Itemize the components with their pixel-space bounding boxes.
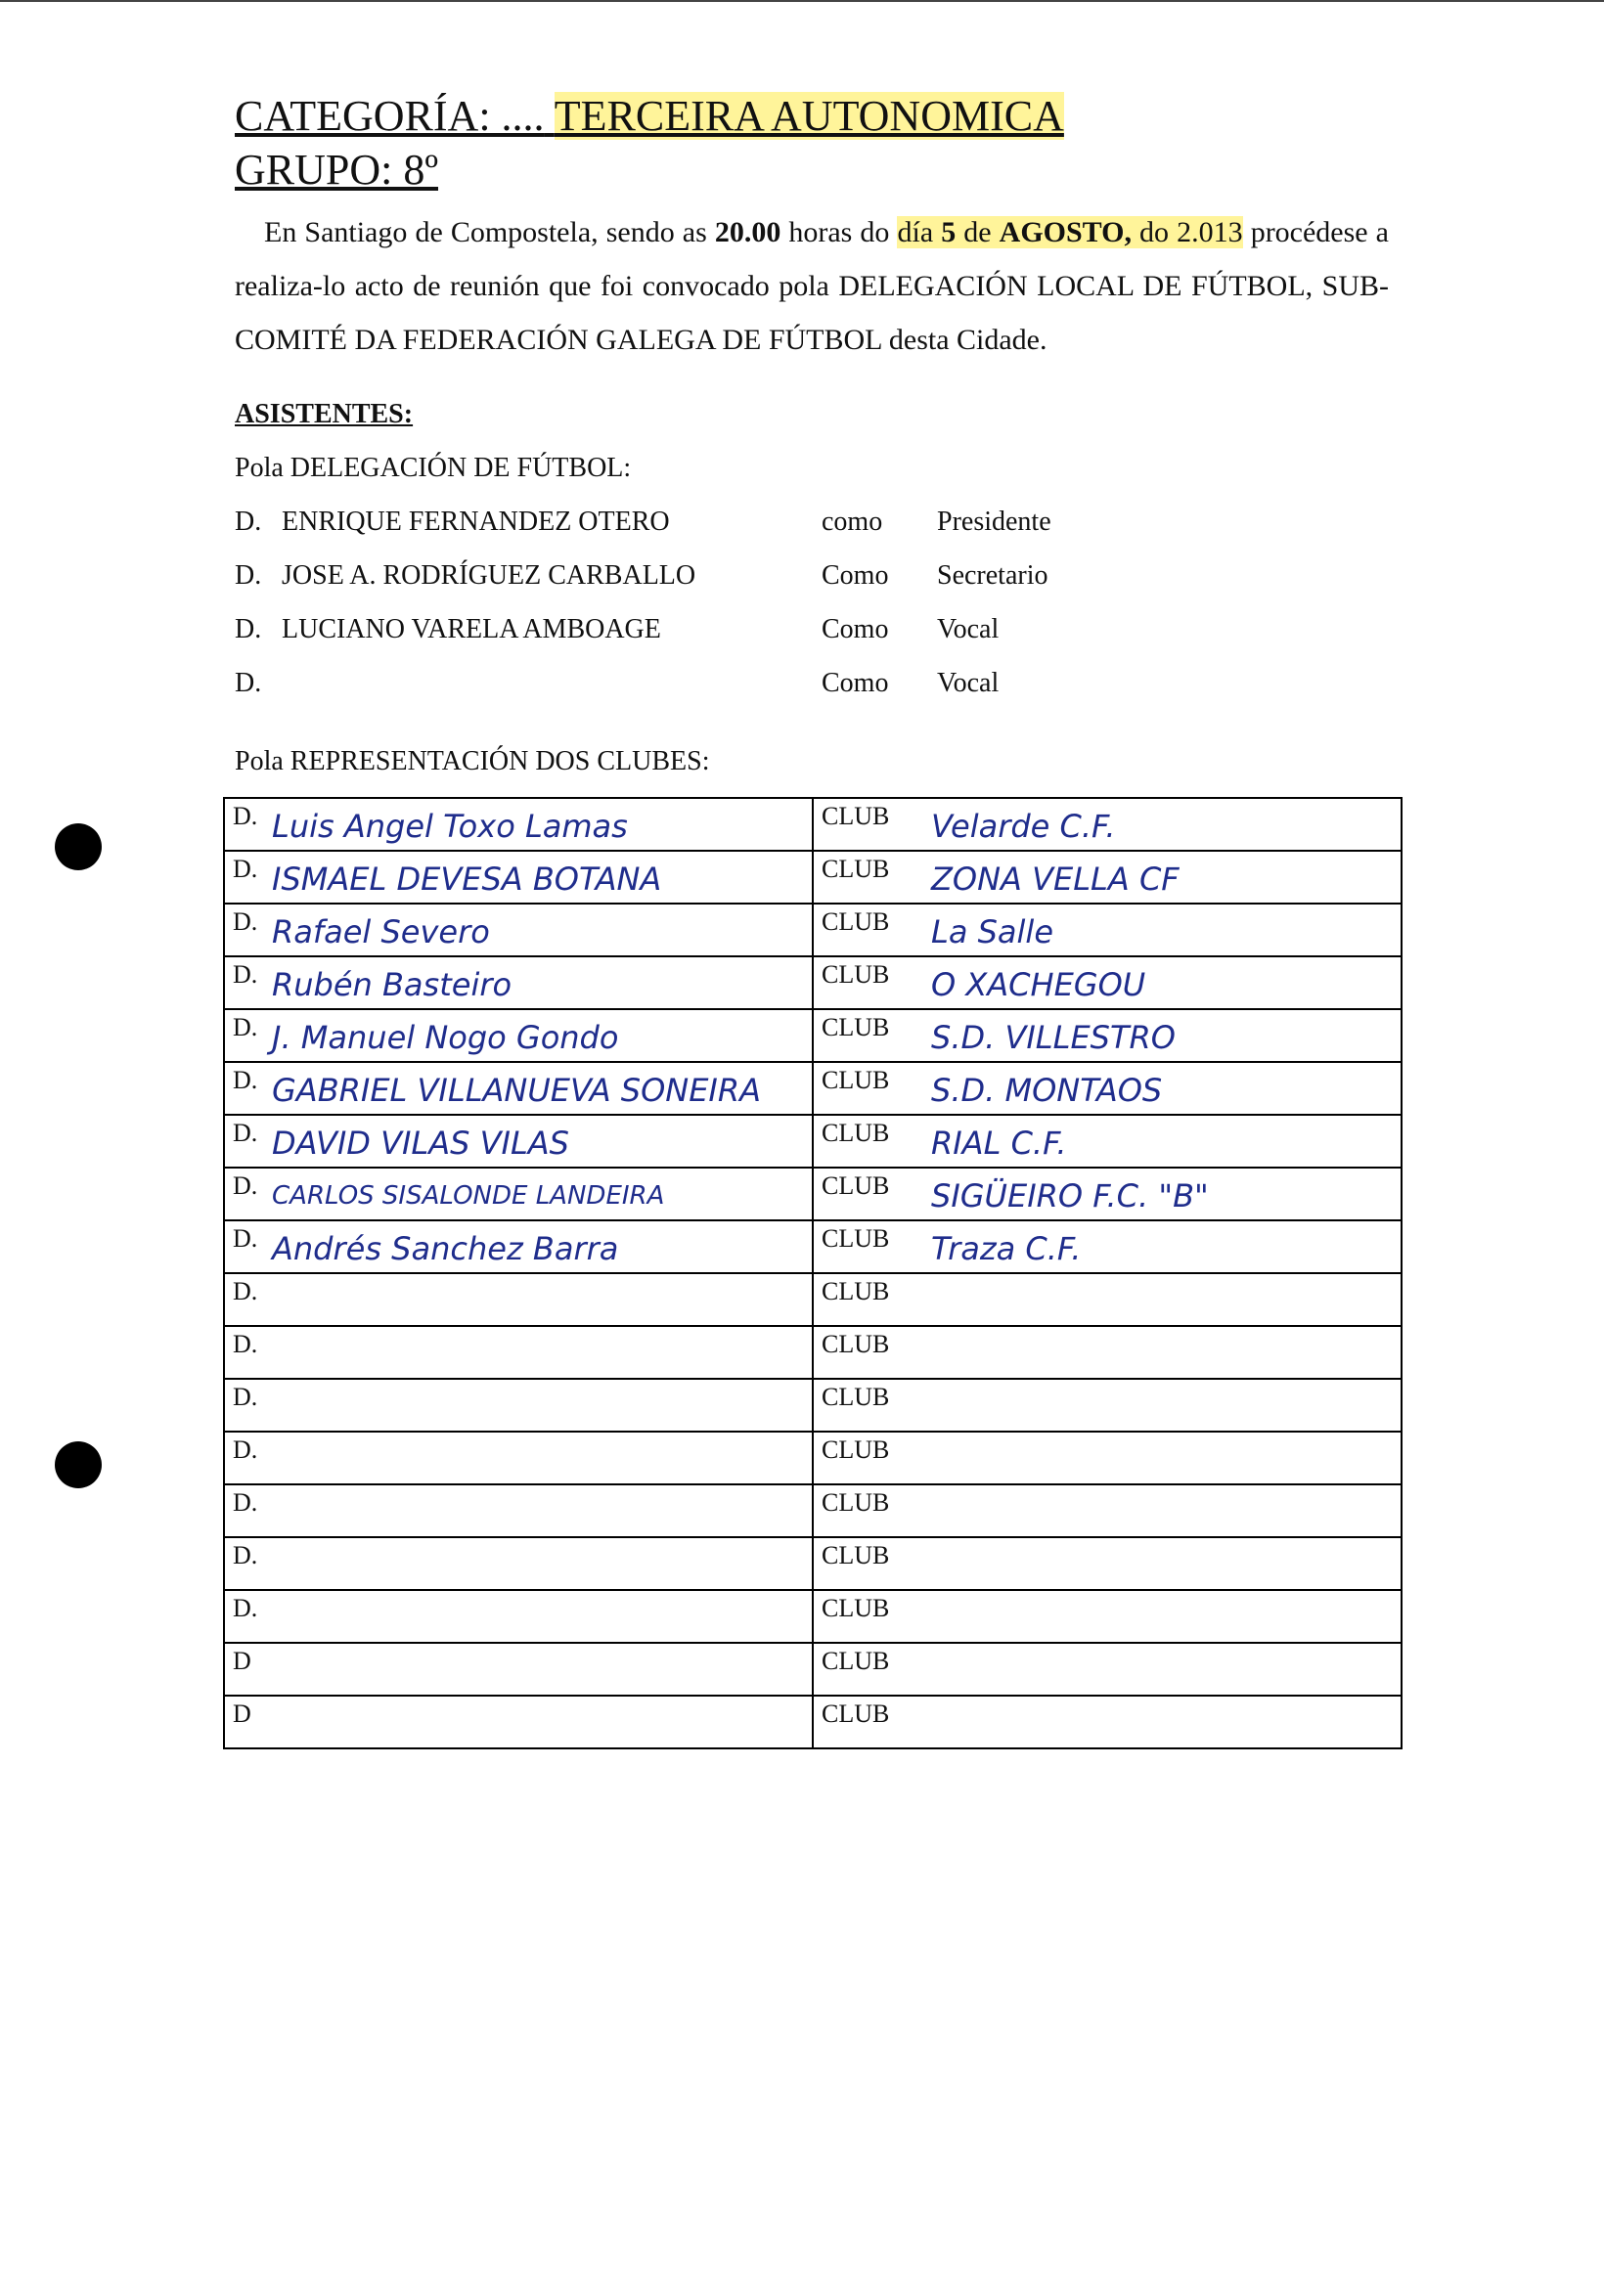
table-row (224, 1062, 1402, 1115)
club-label: CLUB (822, 1435, 890, 1464)
delegate-cell (224, 1168, 813, 1220)
attendee-prefix: D. (235, 614, 262, 644)
punch-hole-lower (55, 1441, 102, 1488)
delegate-prefix: D. (233, 855, 258, 883)
delegate-prefix: D. (233, 960, 258, 989)
club-cell (813, 1590, 1402, 1643)
delegate-cell (224, 1273, 813, 1326)
delegate-prefix: D. (233, 1488, 258, 1517)
club-cell (813, 798, 1402, 851)
intro-month: AGOSTO, (999, 216, 1132, 248)
club-cell (813, 1643, 1402, 1696)
club-cell (813, 1379, 1402, 1432)
delegate-cell (224, 851, 813, 904)
delegate-prefix: D. (233, 1594, 258, 1622)
intro-text: En Santiago de Compostela, sendo as (264, 216, 715, 248)
table-row (224, 1009, 1402, 1062)
category-title (235, 93, 1064, 140)
club-cell (813, 1537, 1402, 1590)
attendee-row (235, 507, 1115, 546)
club-cell (813, 956, 1402, 1009)
club-name: RIAL C.F. (931, 1125, 1067, 1162)
club-name: Traza C.F. (931, 1230, 1082, 1267)
punch-hole-upper (55, 823, 102, 870)
intro-date-highlight (897, 216, 1242, 248)
delegate-prefix: D. (233, 907, 258, 936)
intro-year: do 2.013 (1131, 216, 1243, 248)
delegate-name: GABRIEL VILLANUEVA SONEIRA (272, 1072, 761, 1109)
attendee-name: LUCIANO VARELA AMBOAGE (282, 614, 661, 644)
club-name: SIGÜEIRO F.C. "B" (931, 1177, 1209, 1214)
attendee-as: Como (822, 668, 889, 698)
attendee-row (235, 668, 1115, 707)
table-row (224, 798, 1402, 851)
delegate-prefix: D. (233, 1277, 258, 1305)
club-label: CLUB (822, 1594, 890, 1622)
club-label: CLUB (822, 1277, 890, 1305)
table-row (224, 1432, 1402, 1484)
table-row (224, 1484, 1402, 1537)
table-row (224, 1220, 1402, 1273)
delegate-cell (224, 956, 813, 1009)
attendee-as: como (822, 507, 883, 537)
delegate-prefix: D. (233, 1330, 258, 1358)
club-label: CLUB (822, 1330, 890, 1358)
clubs-table (223, 797, 1403, 1749)
club-cell (813, 1432, 1402, 1484)
table-row (224, 1590, 1402, 1643)
intro-text: horas do (780, 216, 898, 248)
table-row (224, 1537, 1402, 1590)
delegate-cell (224, 1379, 813, 1432)
table-row (224, 1379, 1402, 1432)
intro-paragraph (235, 205, 1389, 367)
table-row (224, 1326, 1402, 1379)
table-row (224, 1643, 1402, 1696)
club-label: CLUB (822, 1224, 890, 1253)
delegate-cell (224, 1537, 813, 1590)
club-cell (813, 1220, 1402, 1273)
intro-text: de (956, 216, 1000, 248)
club-label: CLUB (822, 1171, 890, 1200)
delegate-prefix: D (233, 1647, 251, 1675)
intro-day: 5 (941, 216, 957, 248)
delegate-name: Luis Angel Toxo Lamas (272, 808, 628, 845)
club-label: CLUB (822, 802, 890, 830)
club-cell (813, 1326, 1402, 1379)
club-name: Velarde C.F. (931, 808, 1116, 845)
category-prefix: CATEGORÍA: .... (235, 92, 545, 140)
delegate-name: Andrés Sanchez Barra (272, 1230, 619, 1267)
clubs-table-body (224, 798, 1402, 1748)
intro-day-label: día (897, 216, 942, 248)
club-cell (813, 1273, 1402, 1326)
delegate-cell (224, 1590, 813, 1643)
delegate-prefix: D. (233, 1013, 258, 1041)
club-cell (813, 1009, 1402, 1062)
attendee-as: Como (822, 560, 889, 591)
delegate-cell (224, 1484, 813, 1537)
table-row (224, 1273, 1402, 1326)
attendee-prefix: D. (235, 507, 262, 537)
delegate-prefix: D (233, 1700, 251, 1728)
club-cell (813, 1115, 1402, 1168)
delegate-cell (224, 904, 813, 956)
delegate-name: ISMAEL DEVESA BOTANA (272, 861, 662, 898)
table-row (224, 851, 1402, 904)
delegate-prefix: D. (233, 1541, 258, 1569)
delegate-cell (224, 1220, 813, 1273)
club-label: CLUB (822, 1119, 890, 1147)
delegate-name: DAVID VILAS VILAS (272, 1125, 569, 1162)
table-row (224, 904, 1402, 956)
attendee-role: Vocal (937, 614, 1000, 644)
club-label: CLUB (822, 907, 890, 936)
delegate-name: Rafael Severo (272, 913, 490, 950)
delegate-name: J. Manuel Nogo Gondo (272, 1019, 619, 1056)
scan-top-edge (0, 0, 1604, 2)
delegate-cell (224, 1432, 813, 1484)
delegate-cell (224, 1115, 813, 1168)
club-label: CLUB (822, 1541, 890, 1569)
club-label: CLUB (822, 1066, 890, 1094)
group-title (235, 147, 438, 194)
delegate-name: Rubén Basteiro (272, 966, 512, 1003)
attendee-row (235, 560, 1115, 599)
club-name: S.D. VILLESTRO (931, 1019, 1176, 1056)
group-label: GRUPO: 8º (235, 146, 439, 194)
clubs-label: Pola REPRESENTACIÓN DOS CLUBES: (235, 746, 710, 776)
intro-text: procédese a realiza-lo acto de reunión que foi convocado pola DELEGACIÓN LOCAL DE FÚTBOL, SUB-COMITÉ DA FEDERACIÓN GALEGA DE FÚTBOL desta Cidade. (235, 216, 1389, 356)
delegate-prefix: D. (233, 1066, 258, 1094)
club-cell (813, 1484, 1402, 1537)
delegate-prefix: D. (233, 802, 258, 830)
club-label: CLUB (822, 1488, 890, 1517)
delegate-prefix: D. (233, 1383, 258, 1411)
delegate-cell (224, 798, 813, 851)
club-label: CLUB (822, 855, 890, 883)
club-label: CLUB (822, 1013, 890, 1041)
club-cell (813, 904, 1402, 956)
attendee-prefix: D. (235, 560, 262, 591)
club-cell (813, 1062, 1402, 1115)
club-name: O XACHEGOU (931, 966, 1146, 1003)
delegate-cell (224, 1643, 813, 1696)
intro-time: 20.00 (714, 216, 781, 248)
attendee-prefix: D. (235, 668, 262, 698)
club-name: La Salle (931, 913, 1053, 950)
attendee-name: ENRIQUE FERNANDEZ OTERO (282, 507, 670, 537)
delegate-prefix: D. (233, 1171, 258, 1200)
attendee-role: Vocal (937, 668, 1000, 698)
table-row (224, 1168, 1402, 1220)
delegate-name: CARLOS SISALONDE LANDEIRA (272, 1181, 665, 1211)
club-cell (813, 1168, 1402, 1220)
delegate-prefix: D. (233, 1119, 258, 1147)
attendee-role: Presidente (937, 507, 1051, 537)
category-value: TERCEIRA AUTONOMICA (554, 92, 1064, 140)
attendee-name: JOSE A. RODRÍGUEZ CARBALLO (282, 560, 696, 591)
delegate-prefix: D. (233, 1224, 258, 1253)
attendees-heading: ASISTENTES: (235, 399, 414, 429)
club-name: S.D. MONTAOS (931, 1072, 1163, 1109)
attendee-as: Como (822, 614, 889, 644)
table-row (224, 1115, 1402, 1168)
club-label: CLUB (822, 1700, 890, 1728)
delegate-prefix: D. (233, 1435, 258, 1464)
club-cell (813, 851, 1402, 904)
club-label: CLUB (822, 1383, 890, 1411)
delegate-cell (224, 1062, 813, 1115)
delegate-cell (224, 1696, 813, 1748)
club-label: CLUB (822, 1647, 890, 1675)
attendee-row (235, 614, 1115, 653)
delegate-cell (224, 1009, 813, 1062)
club-name: ZONA VELLA CF (931, 861, 1180, 898)
table-row (224, 956, 1402, 1009)
attendee-role: Secretario (937, 560, 1048, 591)
delegate-cell (224, 1326, 813, 1379)
club-label: CLUB (822, 960, 890, 989)
delegation-label: Pola DELEGACIÓN DE FÚTBOL: (235, 453, 632, 483)
club-cell (813, 1696, 1402, 1748)
table-row (224, 1696, 1402, 1748)
